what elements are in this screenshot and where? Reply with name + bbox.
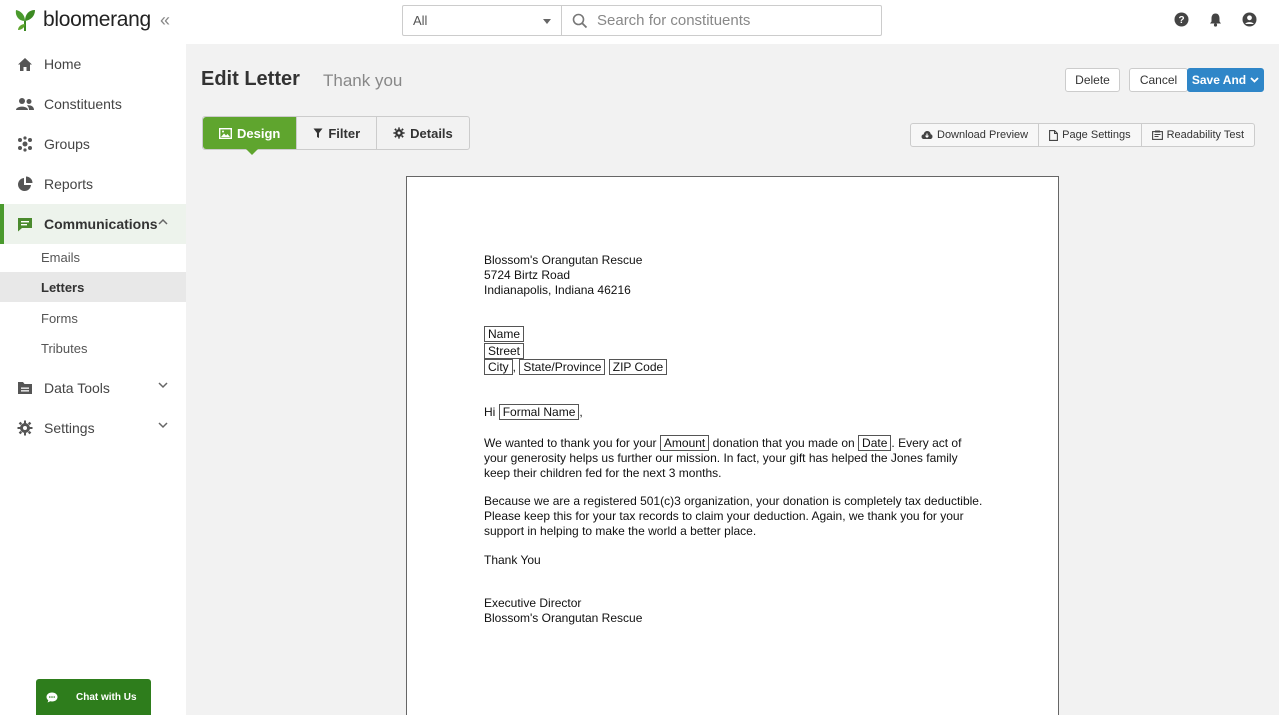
chevron-down-icon: [158, 422, 168, 429]
users-icon: [16, 95, 34, 113]
chevron-up-icon: [158, 218, 168, 225]
letter-paragraph-1: [484, 435, 984, 481]
letter-tools: [910, 123, 1255, 147]
chevron-down-icon: [158, 382, 168, 389]
filter-icon: [313, 128, 323, 139]
page-subtitle: Thank you: [323, 71, 403, 90]
paragraph-1-part-c: . Every act of your generosity helps us further our mission. In fact, your gift has helped the Jones family keep their children fed for the next 3 months.: [484, 435, 962, 480]
merge-field-city[interactable]: City: [484, 359, 513, 375]
sidebar-item-groups[interactable]: [0, 124, 186, 164]
collapse-sidebar-icon[interactable]: «: [160, 10, 171, 30]
editor-tabs: [202, 116, 470, 150]
sidebar-item-label: Reports: [44, 176, 94, 192]
file-icon: [1049, 130, 1058, 141]
merge-field-formal-name[interactable]: Formal Name: [499, 404, 580, 420]
gear-icon: [16, 419, 34, 437]
sidebar-item-label: Constituents: [44, 96, 122, 112]
database-folder-icon: [16, 379, 34, 397]
save-and-label: Save And: [1191, 73, 1247, 87]
signer-title: Executive Director: [484, 595, 582, 610]
sidebar-subitem-label: Forms: [41, 310, 78, 326]
user-account-icon[interactable]: [1242, 12, 1257, 27]
search-filter-select[interactable]: [402, 5, 562, 36]
bell-icon[interactable]: [1208, 12, 1223, 27]
merge-field-zip[interactable]: ZIP Code: [609, 359, 667, 375]
sidebar-item-label: Communications: [44, 216, 158, 232]
brand-name: bloomerang: [43, 8, 151, 31]
sidebar-subitem-tributes[interactable]: [0, 333, 186, 363]
sidebar-subitem-emails[interactable]: [0, 242, 186, 272]
sidebar-item-label: Data Tools: [44, 380, 110, 396]
sidebar-item-label: Settings: [44, 420, 95, 436]
tab-label: Design: [237, 125, 281, 141]
tab-filter[interactable]: [297, 117, 377, 149]
tab-label: Filter: [328, 125, 361, 141]
org-city-line: Indianapolis, Indiana 46216: [484, 283, 631, 297]
home-icon: [16, 55, 34, 73]
chat-label: Chat with Us: [76, 692, 137, 703]
top-icons: [1174, 12, 1257, 27]
signer-org: Blossom's Orangutan Rescue: [484, 610, 643, 625]
letter-closing: Thank You: [484, 552, 541, 567]
sidebar: [0, 44, 186, 715]
page-settings-button[interactable]: [1039, 124, 1142, 146]
sidebar-item-settings[interactable]: [0, 408, 186, 448]
sidebar-subitem-forms[interactable]: [0, 303, 186, 333]
greeting-text: Hi: [484, 404, 496, 419]
main-content: [186, 44, 1279, 715]
search-box: [562, 5, 882, 36]
sidebar-subitem-label: Emails: [41, 249, 81, 265]
merge-field-amount[interactable]: Amount: [660, 435, 709, 451]
readability-test-label: Readability Test: [1166, 129, 1245, 141]
sidebar-subitem-label: Tributes: [41, 340, 88, 356]
save-and-button[interactable]: [1187, 68, 1264, 92]
paragraph-1-part-a: We wanted to thank you for your: [484, 435, 657, 450]
merge-field-date[interactable]: Date: [858, 435, 891, 451]
logo[interactable]: [12, 6, 151, 34]
readability-icon: [1152, 130, 1163, 140]
sidebar-item-constituents[interactable]: [0, 84, 186, 124]
delete-button[interactable]: Delete: [1065, 68, 1120, 92]
letter-body[interactable]: Blossom's Orangutan Rescue 5724 Birtz Road Indianapolis, Indiana 46216 Name Street City , State/Province ZIP Code Hi Formal Name , We wanted to thank you for your Amount donation that you made on Date . Every act of your generosity helps us further our mission. In fact, your gift has helped the Jones family keep their children fed for the next 3 months. Because we are a registered 501(c)3 organization, your donation is completely tax deductible. Please keep this for your tax records to claim your deduction. Again, we thank you for your support in helping to make the world a better place. Thank You Executive Director Blossom's Orangutan Rescue: [484, 253, 983, 625]
caret-down-icon: [543, 19, 551, 24]
merge-field-street[interactable]: Street: [484, 343, 524, 359]
search-icon: [572, 13, 588, 29]
chat-with-us-button[interactable]: [36, 679, 151, 715]
download-preview-label: Download Preview: [937, 129, 1029, 141]
tab-design[interactable]: [203, 117, 297, 149]
merge-field-name[interactable]: Name: [484, 326, 524, 342]
tab-label: Details: [410, 125, 453, 141]
paragraph-1-part-b: donation that you made on: [712, 435, 855, 450]
readability-test-button[interactable]: [1142, 124, 1254, 146]
letter-paragraph-2: Because we are a registered 501(c)3 organization, your donation is completely tax deductible. Please keep this for your tax records to claim your deduction. Again, we thank you for your support in helping to make the world a better place.: [484, 493, 983, 538]
sidebar-item-communications[interactable]: [0, 204, 186, 244]
search-filter-value: All: [413, 13, 428, 28]
help-icon[interactable]: [1174, 12, 1189, 27]
chat-bubble-icon: [46, 692, 58, 703]
tab-details[interactable]: [377, 117, 469, 149]
top-bar: [0, 0, 1279, 44]
bloomerang-leaf-icon: [12, 7, 38, 33]
chevron-down-icon: [1250, 77, 1259, 83]
page-settings-label: Page Settings: [1062, 129, 1131, 141]
comment-icon: [16, 215, 34, 233]
sidebar-item-reports[interactable]: [0, 164, 186, 204]
gear-icon: [393, 127, 405, 139]
org-street-line: 5724 Birtz Road: [484, 268, 571, 282]
page-title: Edit Letter: [201, 68, 300, 90]
org-name-line: Blossom's Orangutan Rescue: [484, 253, 643, 267]
sidebar-item-label: Groups: [44, 136, 90, 152]
sidebar-subitem-letters[interactable]: [0, 272, 186, 302]
sidebar-subitem-label: Letters: [41, 279, 85, 295]
cancel-button[interactable]: Cancel: [1129, 68, 1188, 92]
sidebar-item-label: Home: [44, 56, 82, 72]
image-icon: [219, 128, 232, 139]
download-preview-button[interactable]: [911, 124, 1039, 146]
sidebar-item-data-tools[interactable]: [0, 368, 186, 408]
sidebar-item-home[interactable]: [0, 44, 186, 84]
groups-icon: [16, 135, 34, 153]
pie-chart-icon: [16, 175, 34, 193]
letter-page[interactable]: [406, 176, 1059, 715]
cloud-download-icon: [921, 130, 933, 140]
merge-field-state[interactable]: State/Province: [519, 359, 605, 375]
search-input[interactable]: [562, 6, 881, 35]
svg-text:?: ?: [1178, 15, 1185, 26]
